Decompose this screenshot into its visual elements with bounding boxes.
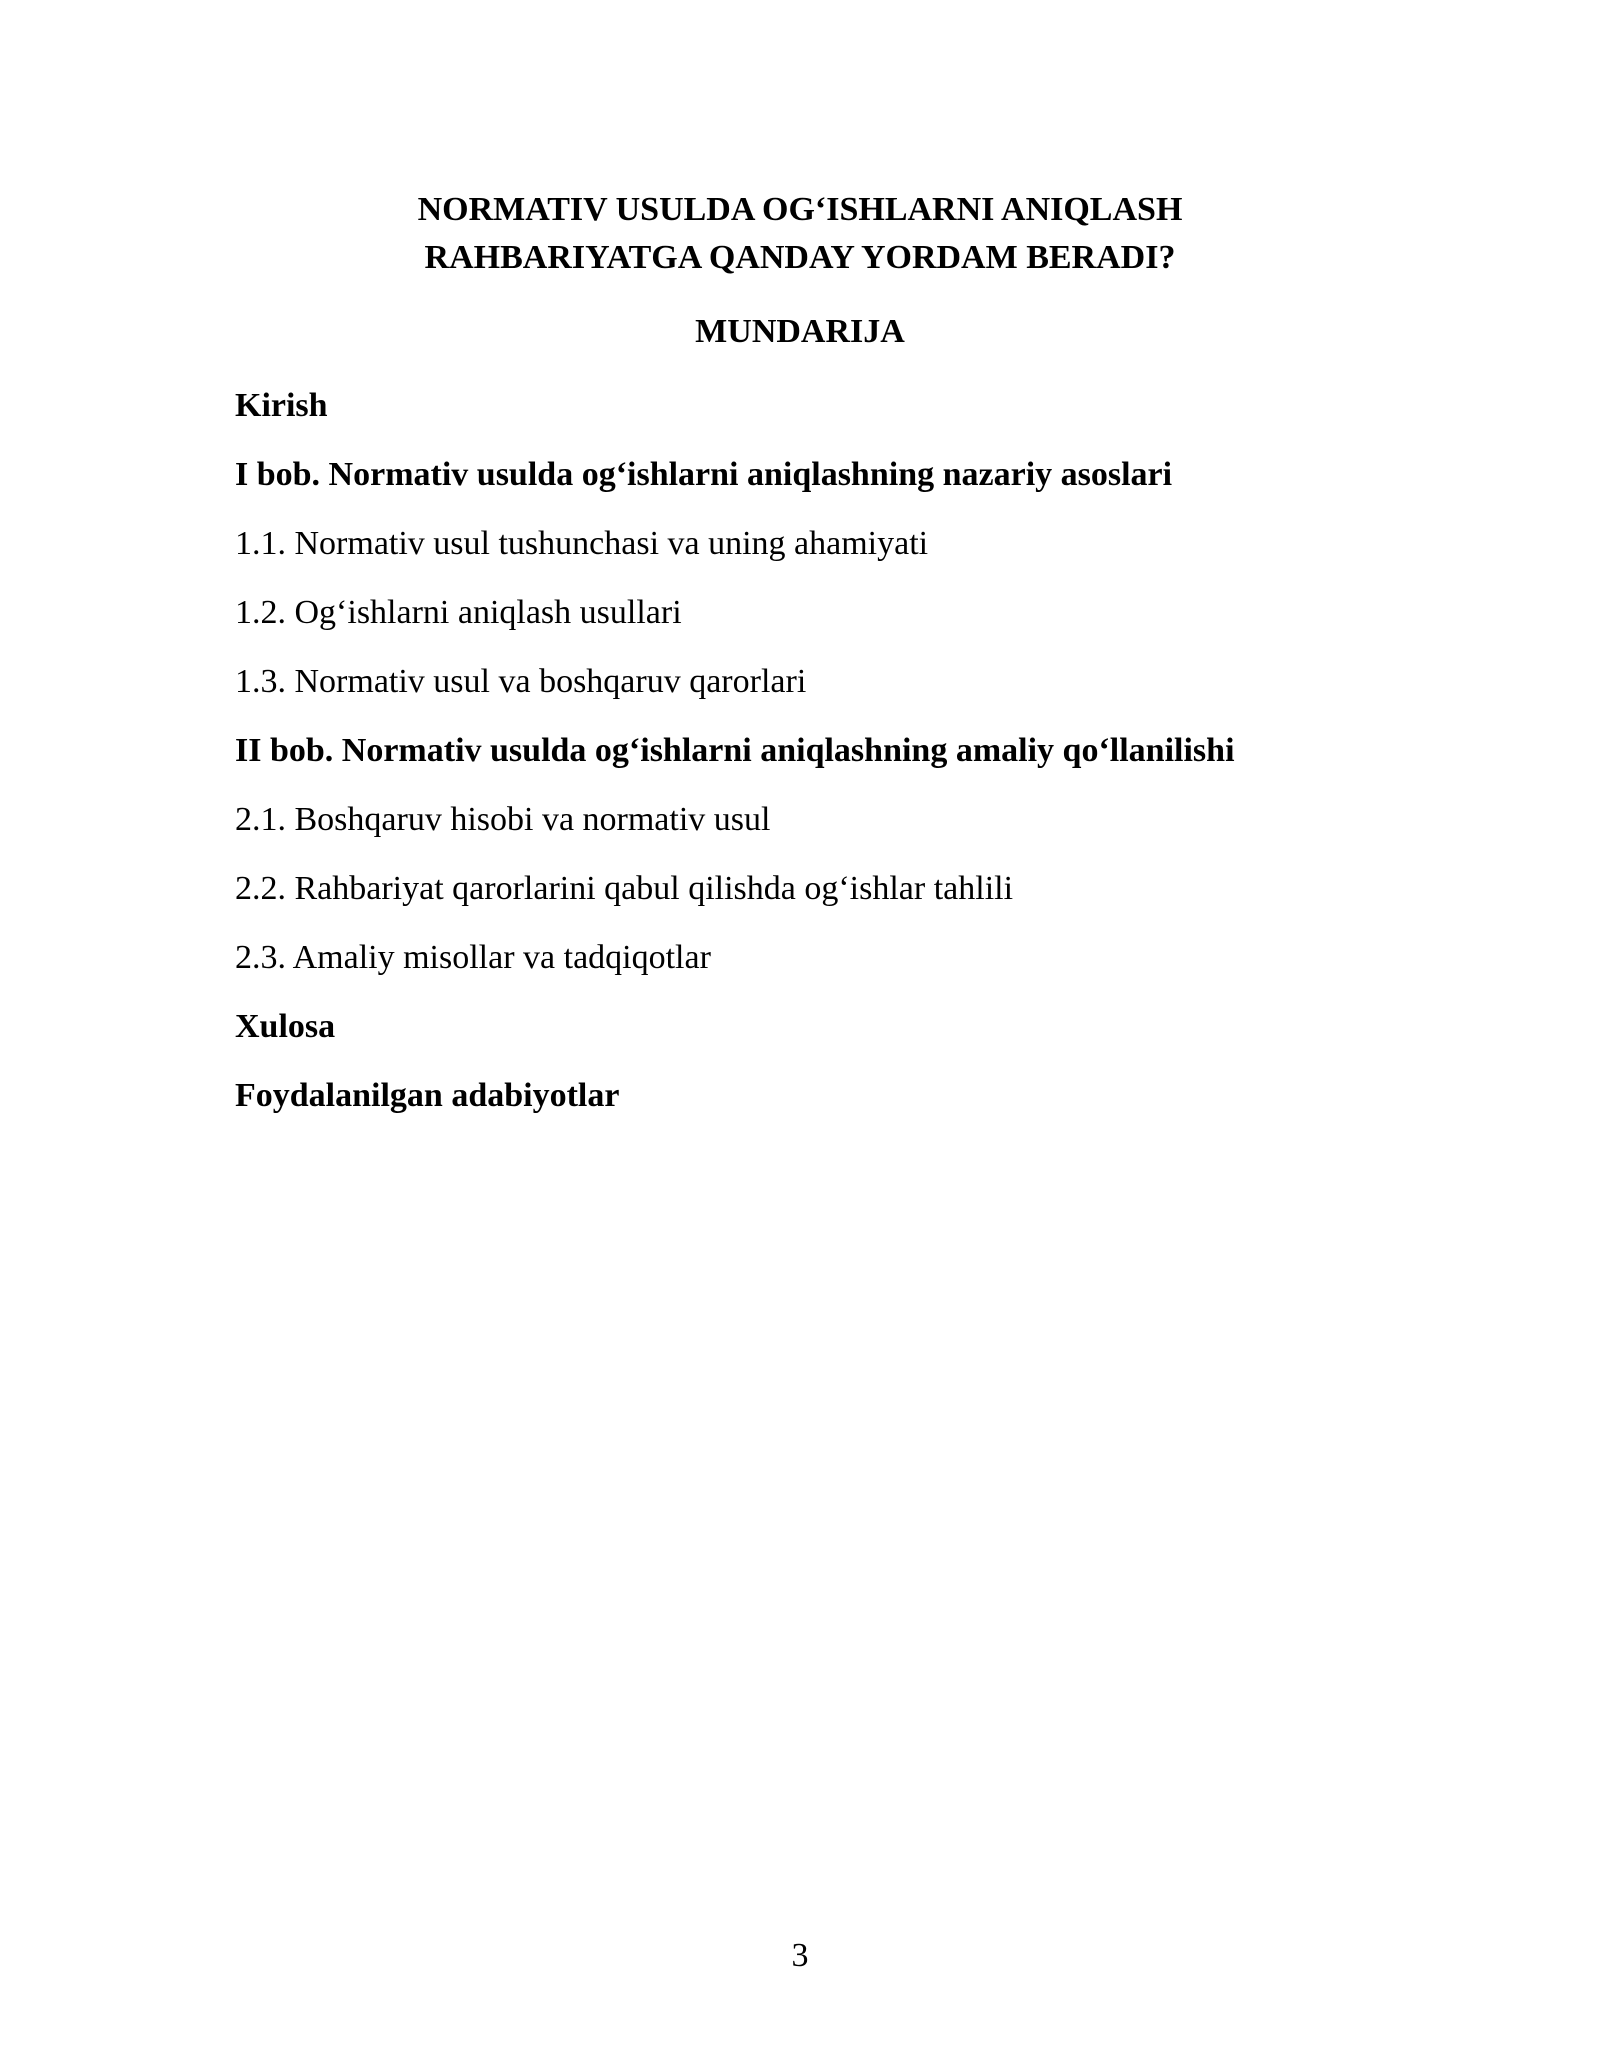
toc-item-section-1-3: 1.3. Normativ usul va boshqaruv qarorlari: [235, 663, 807, 700]
title-line: RAHBARIYATGA QANDAY YORDAM BERADI?: [424, 239, 1176, 276]
document-title: [0, 186, 1600, 282]
toc-item-section-1-2: 1.2. Og‘ishlarni aniqlash usullari: [235, 594, 682, 631]
toc-item-section-2-2: 2.2. Rahbariyat qarorlarini qabul qilishda og‘ishlar tahlili: [235, 870, 1014, 907]
toc-item-chapter-1: I bob. Normativ usulda og‘ishlarni aniqlashning nazariy asoslari: [235, 456, 1173, 493]
page-number: 3: [791, 1937, 809, 1974]
toc-heading: MUNDARIJA: [695, 313, 905, 350]
toc-item-section-2-3: 2.3. Amaliy misollar va tadqiqotlar: [235, 939, 711, 976]
toc-item-section-1-1: 1.1. Normativ usul tushunchasi va uning ahamiyati: [235, 525, 929, 562]
title-line: NORMATIV USULDA OG‘ISHLARNI ANIQLASH: [417, 191, 1183, 228]
toc-item-conclusion: Xulosa: [235, 1008, 336, 1045]
table-of-contents: [235, 382, 1435, 1141]
toc-item-introduction: Kirish: [235, 387, 328, 424]
toc-item-references: Foydalanilgan adabiyotlar: [235, 1077, 620, 1114]
toc-item-section-2-1: 2.1. Boshqaruv hisobi va normativ usul: [235, 801, 771, 838]
toc-item-chapter-2: II bob. Normativ usulda og‘ishlarni aniqlashning amaliy qo‘llanilishi: [235, 732, 1235, 769]
